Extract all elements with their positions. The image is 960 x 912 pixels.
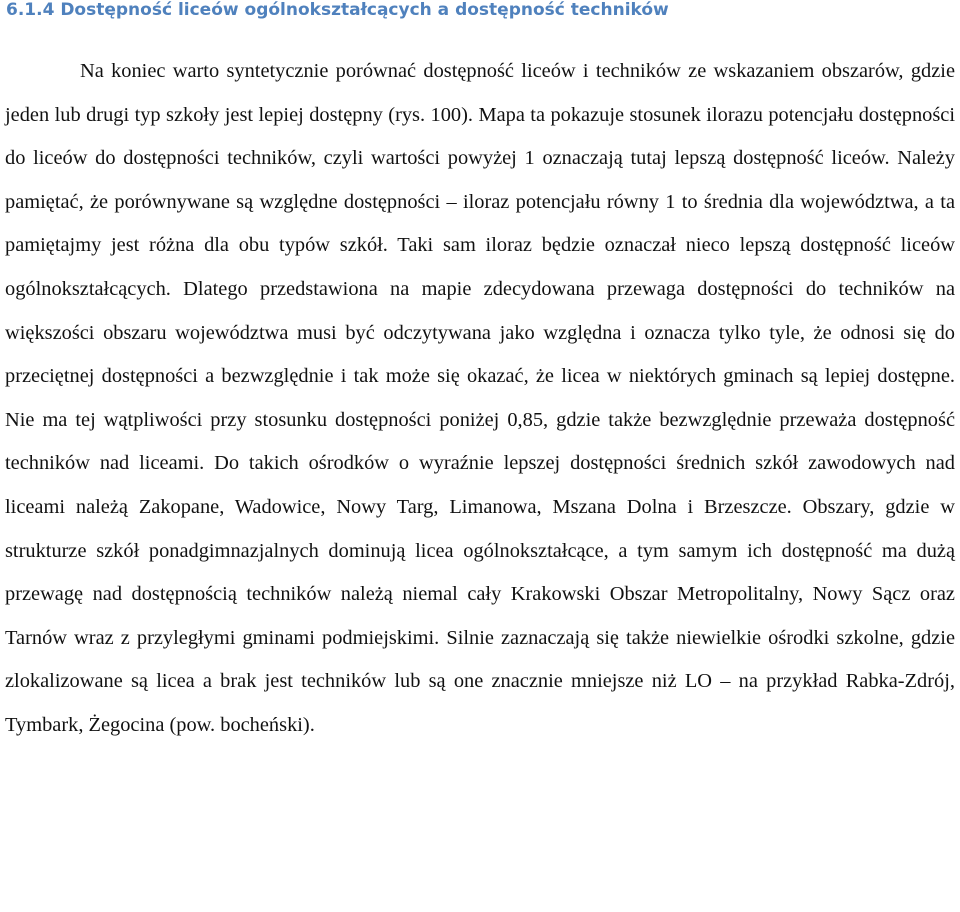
section-heading: 6.1.4 Dostępność liceów ogólnokształcących a dostępność techników: [6, 0, 669, 20]
body-paragraph: Na koniec warto syntetycznie porównać dostępność liceów i techników ze wskazaniem obszarów, gdzie jeden lub drugi typ szkoły jest lepiej dostępny (rys. 100). Mapa ta pokazuje stosunek ilorazu potencjału dostępności do liceów do dostępności techników, czyli wartości powyżej 1 oznaczają tutaj lepszą dostępność liceów. Należy pamiętać, że porównywane są względne dostępności – iloraz potencjału równy 1 to średnia dla województwa, a ta pamiętajmy jest różna dla obu typów szkół. Taki sam iloraz będzie oznaczał nieco lepszą dostępność liceów ogólnokształcących. Dlatego przedstawiona na mapie zdecydowana przewaga dostępności do techników na większości obszaru województwa musi być odczytywana jako względna i oznacza tylko tyle, że odnosi się do przeciętnej dostępności a bezwzględnie i tak może się okazać, że licea w niektórych gminach są lepiej dostępne. Nie ma tej wątpliwości przy stosunku dostępności poniżej 0,85, gdzie także bezwzględnie przeważa dostępność techników nad liceami. Do takich ośrodków o wyraźnie lepszej dostępności średnich szkół zawodowych nad liceami należą Zakopane, Wadowice, Nowy Targ, Limanowa, Mszana Dolna i Brzeszcze. Obszary, gdzie w strukturze szkół ponadgimnazjalnych dominują licea ogólnokształcące, a tym samym ich dostępność ma dużą przewagę nad dostępnością techników należą niemal cały Krakowski Obszar Metropolitalny, Nowy Sącz oraz Tarnów wraz z przyległymi gminami podmiejskimi. Silnie zaznaczają się także niewielkie ośrodki szkolne, gdzie zlokalizowane są licea a brak jest techników lub są one znacznie mniejsze niż LO – na przykład Rabka-Zdrój, Tymbark, Żegocina (pow. bocheński).: [5, 60, 955, 736]
